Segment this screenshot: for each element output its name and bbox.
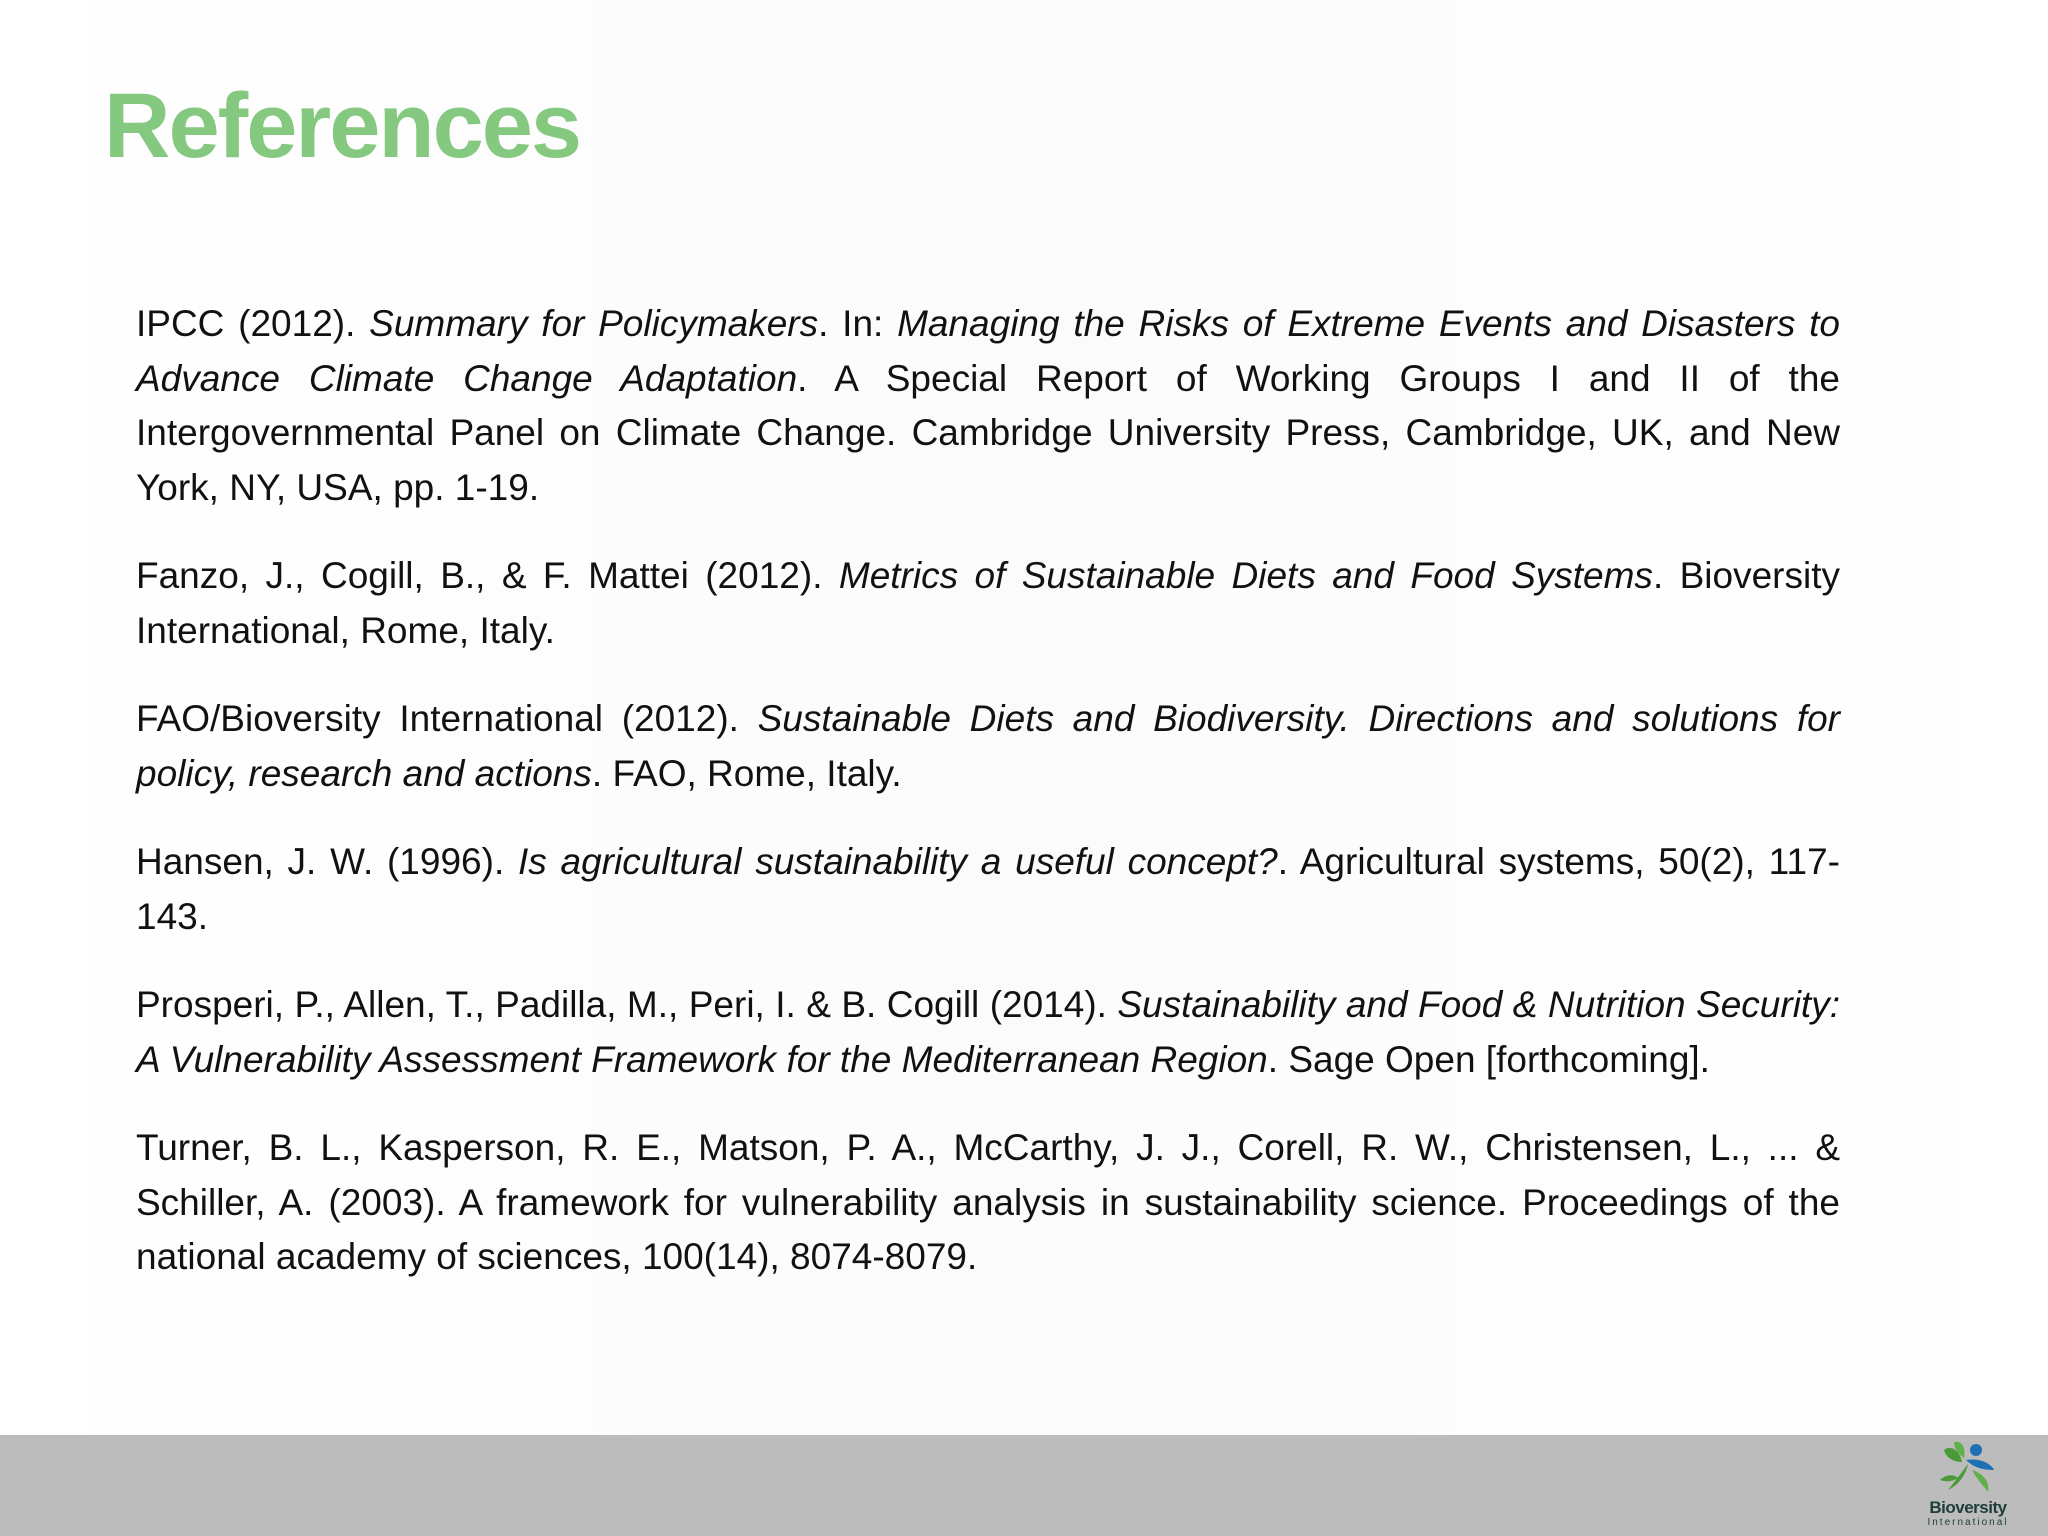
reference-item <box>136 835 1840 944</box>
reference-title-text: Sustainability and Food & Nutrition Security: A Vulnerability Assessment Framework for the Mediterranean Region <box>136 984 1840 1080</box>
reference-text: . Bioversity International, Rome, Italy. <box>136 555 1840 651</box>
reference-title-text: Sustainable Diets and Biodiversity. Directions and solutions for policy, research and actions <box>136 698 1840 794</box>
reference-text: Fanzo, J., Cogill, B., & F. Mattei (2012). <box>136 555 839 596</box>
reference-text: . In: <box>818 303 898 344</box>
reference-item <box>136 297 1840 515</box>
reference-title-text: Summary for Policymakers <box>369 303 819 344</box>
reference-text: Turner, B. L., Kasperson, R. E., Matson, P. A., McCarthy, J. J., Corell, R. W., Christensen, L., ... & Schiller, A. (2003). A framework for vulnerability analysis in sustainability science. Proceedings of the national academy of sciences, 100(14), 8074-8079. <box>136 1127 1840 1277</box>
reference-text: . Sage Open [forthcoming]. <box>1267 1038 1710 1080</box>
reference-item <box>136 692 1840 801</box>
reference-text: . FAO, Rome, Italy. <box>591 752 902 794</box>
reference-text: . A Special Report of Working Groups I and II of the Intergovernmental Panel on Climate Change. Cambridge University Press, Cambridge, UK, and New York, NY, USA, pp. 1-19. <box>136 357 1840 508</box>
bioversity-logo <box>1918 1440 2018 1532</box>
logo-subtitle: International <box>1927 1517 2009 1528</box>
reference-item <box>136 549 1840 658</box>
bioversity-logo-mark-icon <box>1932 1440 2004 1500</box>
reference-text: . Agricultural systems, 50(2), 117-143. <box>136 841 1840 937</box>
reference-text: IPCC (2012). <box>136 303 370 344</box>
reference-item <box>136 978 1840 1087</box>
reference-text: Prosperi, P., Allen, T., Padilla, M., Peri, I. & B. Cogill (2014). <box>136 984 1118 1025</box>
reference-title-text: Managing the Risks of Extreme Events and Disasters to Advance Climate Change Adaptation <box>136 303 1840 399</box>
footer-bar <box>0 1435 2048 1536</box>
reference-title-text: Metrics of Sustainable Diets and Food Systems <box>838 555 1653 596</box>
reference-text: Hansen, J. W. (1996). <box>136 841 518 882</box>
reference-title-text: Is agricultural sustainability a useful concept? <box>517 841 1278 882</box>
reference-text: FAO/Bioversity International (2012). <box>136 698 758 739</box>
reference-item <box>136 1121 1840 1285</box>
slide-title: References <box>104 75 581 177</box>
logo-name: Bioversity <box>1929 1498 2007 1517</box>
reference-list <box>136 297 1840 1319</box>
